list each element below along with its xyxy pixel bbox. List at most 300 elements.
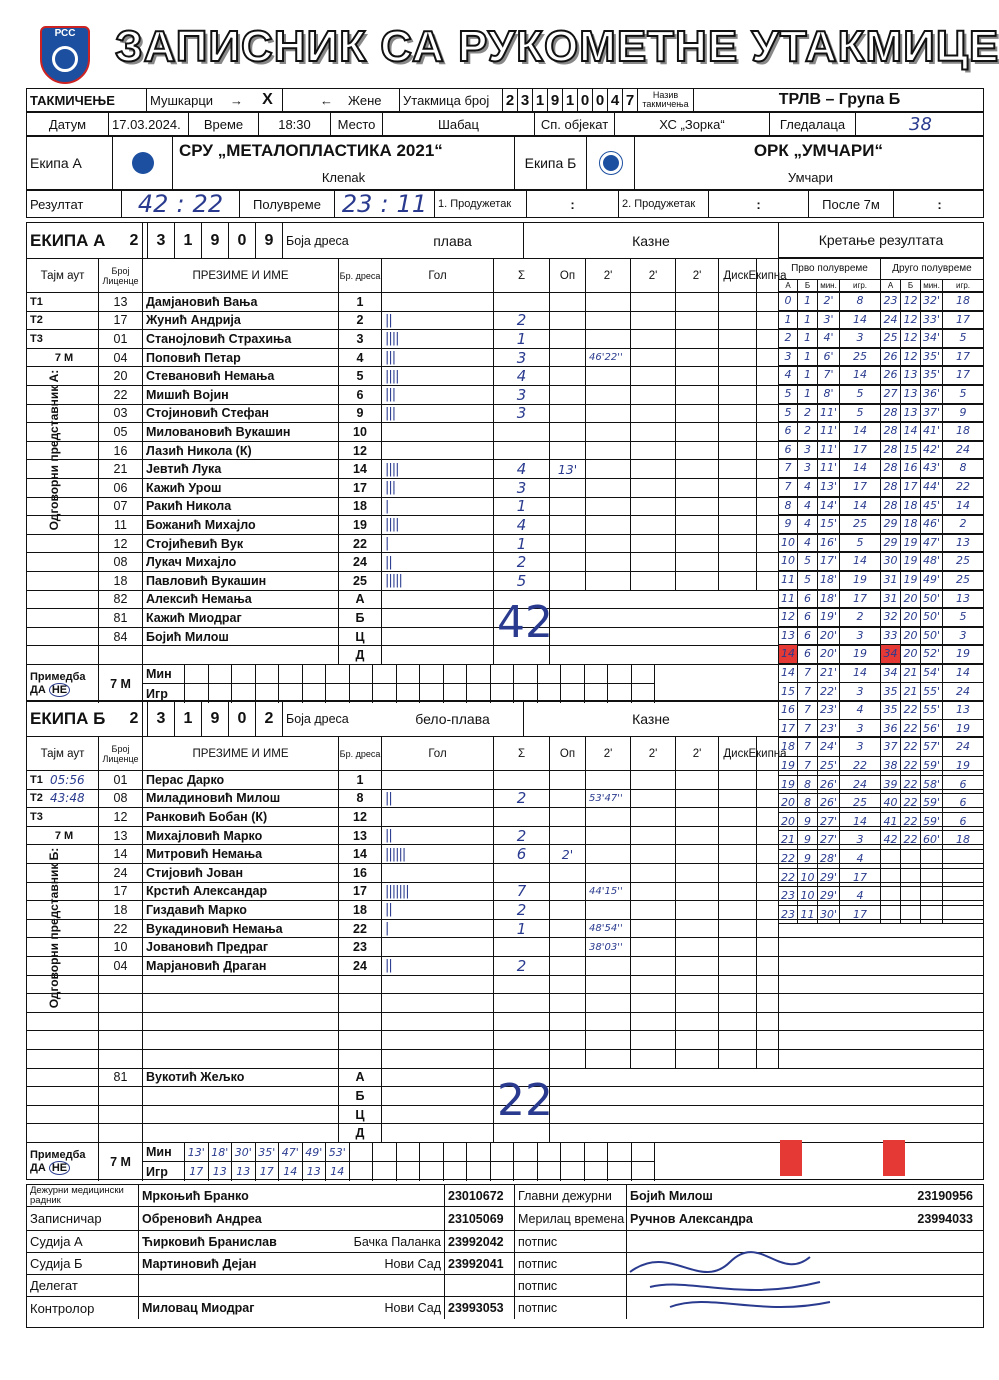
- goal-sum: [494, 771, 550, 789]
- progress-cell: 41: [881, 813, 901, 832]
- min-cell: [279, 665, 303, 684]
- staff-license2: [827, 1253, 983, 1274]
- player-name: Жунић Андрија: [143, 312, 339, 330]
- progress-cell: 29: [881, 515, 901, 534]
- staff-role: Дежурни медицински радник: [27, 1185, 139, 1206]
- penalty-cell: [719, 994, 757, 1012]
- progress-cell: 20': [818, 627, 840, 646]
- progress-cell: 27: [881, 385, 901, 404]
- penalty-cell: [631, 367, 676, 385]
- official-goal-blank: [382, 1106, 494, 1124]
- team-b-crest: [587, 137, 635, 189]
- time-label: Време: [189, 113, 259, 135]
- player-name: Стојиновић Стефан: [143, 405, 339, 423]
- warning: [550, 367, 586, 385]
- min-cell: [538, 665, 562, 684]
- progress-cell: 47': [921, 534, 943, 553]
- progress-cell: 22: [778, 869, 798, 888]
- goal-sum: [494, 1050, 550, 1068]
- team-code-digit: 1: [175, 701, 202, 736]
- column-shirt: Бр. дреса: [339, 737, 382, 770]
- progress-cell: 1: [798, 329, 818, 348]
- penalty-cell: [676, 367, 719, 385]
- column-disq: Диск.: [719, 737, 757, 770]
- seven-m-red-marker: [780, 1140, 802, 1176]
- team-label: ЕКИПА Б: [27, 701, 143, 736]
- shirt-no: 13: [339, 827, 382, 845]
- progress-head: Б: [901, 280, 921, 292]
- player-name: Стојићевић Вук: [143, 535, 339, 553]
- official-blank: [27, 646, 99, 664]
- progress-cell: 24: [881, 311, 901, 330]
- progress-cell: 7: [798, 757, 818, 776]
- player-name: Јевтић Лука: [143, 460, 339, 478]
- min-cell: 35': [256, 1143, 280, 1162]
- progress-cell: 54': [921, 664, 943, 683]
- penalty-cell: [719, 883, 757, 901]
- min-cell: [420, 1143, 444, 1162]
- team-code-digit: 3: [148, 223, 175, 258]
- shirt-no: 19: [339, 516, 382, 534]
- timeout-cell: T2: [27, 312, 99, 330]
- license-no: 13: [99, 827, 143, 845]
- license-no: 04: [99, 349, 143, 367]
- progress-head: мин.: [921, 280, 943, 292]
- progress-cell: 5: [943, 608, 984, 627]
- goal-marks: ||||: [382, 460, 494, 478]
- player-name: [143, 1050, 339, 1068]
- penalty-cell: [719, 442, 757, 460]
- penalty-cell: [757, 553, 779, 571]
- progress-cell: 52': [921, 645, 943, 664]
- match-number: [503, 89, 638, 111]
- penalty-cell: [676, 845, 719, 863]
- player-name: Крстић Александар: [143, 883, 339, 901]
- min-cell: [326, 665, 350, 684]
- progress-cell: 11: [798, 906, 818, 925]
- two-minutes: [586, 479, 631, 497]
- timeout-cell: [27, 845, 99, 863]
- progress-cell: 45': [921, 497, 943, 516]
- license-no: 04: [99, 957, 143, 975]
- progress-cell: 11: [778, 590, 798, 609]
- progress-cell: 26': [818, 794, 840, 813]
- progress-cell: [943, 869, 984, 888]
- official-license: 82: [99, 591, 143, 609]
- progress-cell: 11': [818, 422, 840, 441]
- shirt-no: [339, 976, 382, 994]
- progress-cell: 13: [901, 385, 921, 404]
- timeout-value: 43:48: [50, 791, 85, 806]
- staff-name: Мартиновић Дејан: [142, 1256, 257, 1271]
- goal-marks: ||||: [382, 516, 494, 534]
- license-no: [99, 1050, 143, 1068]
- progress-cell: 6: [798, 608, 818, 627]
- progress-cell: 23': [818, 720, 840, 739]
- progress-cell: 7: [798, 720, 818, 739]
- player-name: Лукач Михајло: [143, 553, 339, 571]
- penalty-cell: [631, 479, 676, 497]
- two-minutes: [586, 330, 631, 348]
- progress-cell: 28': [818, 850, 840, 869]
- min-cell: [350, 665, 374, 684]
- goal-sum: 1: [494, 498, 550, 516]
- license-no: 14: [99, 845, 143, 863]
- penalty-cell: [631, 938, 676, 956]
- progress-cell: [921, 887, 943, 906]
- warning: [550, 423, 586, 441]
- player-name: Ракић Никола: [143, 498, 339, 516]
- penalty-cell: [719, 479, 757, 497]
- license-no: 17: [99, 883, 143, 901]
- timeout-cell: [27, 460, 99, 478]
- goal-sum: [494, 1031, 550, 1049]
- progress-cell: 14: [840, 813, 881, 832]
- progress-cell: 11': [818, 441, 840, 460]
- warning: [550, 535, 586, 553]
- penalty-cell: [757, 994, 779, 1012]
- warning: [550, 516, 586, 534]
- progress-cell: [943, 850, 984, 869]
- match-no-label: Утакмица број: [400, 89, 503, 111]
- goal-sum: 2: [494, 901, 550, 919]
- timeout-cell: [27, 367, 99, 385]
- progress-cell: 12: [901, 311, 921, 330]
- progress-cell: 8: [943, 459, 984, 478]
- player-name: Божанић Михајло: [143, 516, 339, 534]
- warning: [550, 901, 586, 919]
- staff-name: Миловац Миодраг: [142, 1301, 255, 1315]
- penalty-cell: [631, 460, 676, 478]
- progress-cell: 19: [901, 552, 921, 571]
- min-cell: [561, 1143, 585, 1162]
- timeout-cell: [27, 1050, 99, 1068]
- progress-cell: 2: [778, 329, 798, 348]
- competition-label: ТАКМИЧЕЊЕ: [27, 89, 147, 111]
- penalty-cell: [631, 883, 676, 901]
- penalty-cell: [631, 976, 676, 994]
- progress-cell: 22: [901, 831, 921, 850]
- penalty-cell: [719, 405, 757, 423]
- min-cell: [420, 665, 444, 684]
- official-sum-blank: [494, 1124, 550, 1142]
- two-minutes: [586, 1013, 631, 1031]
- progress-cell: 20: [901, 608, 921, 627]
- penalty-cell: [676, 516, 719, 534]
- min-cell: [444, 1143, 468, 1162]
- progress-head: А: [778, 280, 798, 292]
- column-min2b: 2': [631, 737, 676, 770]
- igr-cell: 14: [326, 1162, 350, 1181]
- player-name: Ранковић Бобан (К): [143, 808, 339, 826]
- progress-cell: 4: [798, 515, 818, 534]
- shirt-no: 18: [339, 498, 382, 516]
- result-value: [122, 191, 240, 217]
- penalty-cell: [757, 349, 779, 367]
- progress-cell: 28: [881, 404, 901, 423]
- staff-name: [139, 1275, 349, 1296]
- progress-cell: 11: [778, 571, 798, 590]
- result-sep: :: [176, 190, 185, 218]
- license-no: 01: [99, 330, 143, 348]
- column-min2b: 2': [631, 259, 676, 292]
- ot1-label: 1. Продужетак: [435, 191, 527, 217]
- half-sep: :: [380, 190, 389, 218]
- progress-cell: 4: [840, 887, 881, 906]
- progress-cell: 17': [818, 552, 840, 571]
- penalty-cell: [719, 572, 757, 590]
- progress-cell: [901, 869, 921, 888]
- goal-sum: 6: [494, 845, 550, 863]
- progress-cell: 4: [798, 478, 818, 497]
- penalty-cell: [719, 293, 757, 311]
- igr-cell: [632, 1162, 656, 1181]
- progress-cell: 22: [901, 738, 921, 757]
- progress-cell: 14: [840, 552, 881, 571]
- two-minutes: [586, 771, 631, 789]
- progress-cell: 14: [840, 497, 881, 516]
- official-blank: [27, 591, 99, 609]
- timeout-cell: T1: [27, 293, 99, 311]
- result-b: 22: [192, 190, 224, 218]
- staff-license2: 23994033: [917, 1211, 973, 1226]
- progress-cell: 7: [778, 478, 798, 497]
- timeout-cell: [27, 976, 99, 994]
- penalty-cell: [757, 423, 779, 441]
- progress-cell: 17: [943, 311, 984, 330]
- igr-cell: [467, 1162, 491, 1181]
- penalty-cell: [631, 827, 676, 845]
- progress-cell: 50': [921, 627, 943, 646]
- min-cell: [538, 1143, 562, 1162]
- goal-marks: |||: [382, 479, 494, 497]
- license-no: 22: [99, 920, 143, 938]
- official-name: [143, 1087, 339, 1105]
- staff-row: [27, 1185, 983, 1207]
- page-title: ЗАПИСНИК СА РУКОМЕТНЕ УТАКМИЦЕ: [115, 22, 999, 71]
- staff-role: Судија А: [27, 1231, 139, 1252]
- staff-role: Судија Б: [27, 1253, 139, 1274]
- staff-city: [349, 1207, 445, 1230]
- time-value: 18:30: [259, 113, 331, 135]
- progress-cell: 3: [840, 720, 881, 739]
- progress-cell: 20': [818, 645, 840, 664]
- progress-cell: 30: [881, 552, 901, 571]
- license-no: 13: [99, 293, 143, 311]
- progress-cell: 5: [840, 534, 881, 553]
- progress-cell: [943, 887, 984, 906]
- two-minutes: [586, 312, 631, 330]
- official-name: [143, 1106, 339, 1124]
- comp-name-label: Назив такмичења: [638, 89, 694, 111]
- progress-cell: 19: [840, 645, 881, 664]
- progress-cell: 16': [818, 534, 840, 553]
- progress-cell: 4: [778, 366, 798, 385]
- progress-head: А: [881, 280, 901, 292]
- license-no: 10: [99, 938, 143, 956]
- progress-cell: 23: [778, 887, 798, 906]
- penalty-cell: [719, 535, 757, 553]
- penalty-cell: [757, 883, 779, 901]
- penalty-cell: [757, 293, 779, 311]
- team-code-digit: 1: [175, 223, 202, 258]
- progress-cell: 24: [943, 441, 984, 460]
- penalty-cell: [631, 920, 676, 938]
- two-minutes: [586, 367, 631, 385]
- staff-city: Нови Сад: [349, 1297, 445, 1319]
- player-name: Лазић Никола (К): [143, 442, 339, 460]
- half-label: Полувреме: [240, 191, 335, 217]
- progress-cell: 25: [840, 515, 881, 534]
- match-no-digit: 3: [518, 89, 533, 111]
- progress-cell: 21: [778, 831, 798, 850]
- progress-cell: 9: [798, 831, 818, 850]
- igr-cell: [538, 1162, 562, 1181]
- staff-name2: Бојић Милош: [630, 1188, 713, 1203]
- progress-cell: 25: [881, 329, 901, 348]
- penalty-cell: [676, 957, 719, 975]
- result-label: Резултат: [27, 191, 122, 217]
- ot1-value: :: [527, 191, 619, 217]
- progress-cell: 7: [798, 664, 818, 683]
- progress-cell: 8: [798, 776, 818, 795]
- penalty-cell: [676, 330, 719, 348]
- progress-cell: 7: [778, 459, 798, 478]
- progress-cell: 58': [921, 776, 943, 795]
- min-cell: [561, 665, 585, 684]
- igr-cell: 13: [232, 1162, 256, 1181]
- official-blank: [27, 1069, 99, 1087]
- penalty-cell: [676, 808, 719, 826]
- penalty-cell: [676, 976, 719, 994]
- min-cell: [608, 1143, 632, 1162]
- penalty-cell: [719, 553, 757, 571]
- signature-scribble: [610, 1232, 840, 1322]
- igr-cell: 14: [279, 1162, 303, 1181]
- team-colour: бело-плава: [382, 701, 524, 736]
- progress-cell: 12: [901, 348, 921, 367]
- progress-cell: 22: [901, 720, 921, 739]
- progress-cell: 3: [840, 329, 881, 348]
- penalty-cell: [719, 367, 757, 385]
- progress-cell: 3: [778, 348, 798, 367]
- two-minutes: [586, 976, 631, 994]
- shirt-no: [339, 1031, 382, 1049]
- official-goal-blank: [382, 1124, 494, 1142]
- progress-cell: 7: [798, 701, 818, 720]
- official-license: 81: [99, 1069, 143, 1087]
- official-sum-blank: [494, 646, 550, 664]
- place-value: Шабац: [383, 113, 535, 135]
- progress-cell: 4: [840, 701, 881, 720]
- progress-cell: 28: [881, 441, 901, 460]
- timeout-cell: [27, 535, 99, 553]
- remark-label: Примедба: [30, 671, 86, 683]
- shirt-no: 22: [339, 920, 382, 938]
- igr-cell: 17: [185, 1162, 209, 1181]
- penalty-cell: [757, 572, 779, 590]
- penalty-cell: [719, 938, 757, 956]
- staff-license: 23992042: [445, 1231, 515, 1252]
- penalty-cell: [719, 864, 757, 882]
- progress-cell: 14: [840, 459, 881, 478]
- timeout-cell: [27, 957, 99, 975]
- min-cell: 13': [185, 1143, 209, 1162]
- penalty-cell: [757, 442, 779, 460]
- staff-role2: потпис: [515, 1297, 627, 1319]
- remark-no[interactable]: НЕ: [49, 1161, 70, 1175]
- progress-cell: 2: [943, 515, 984, 534]
- min-cell: [467, 1143, 491, 1162]
- colour-label: Боја дреса: [286, 233, 349, 248]
- penalty-cell: [719, 498, 757, 516]
- staff-license2: [827, 1231, 983, 1252]
- two-minutes: [586, 957, 631, 975]
- penalty-cell: [676, 920, 719, 938]
- column-timeout: Тајм аут: [27, 737, 99, 770]
- license-no: 11: [99, 516, 143, 534]
- progress-cell: 6: [798, 590, 818, 609]
- penalty-cell: [757, 864, 779, 882]
- progress-cell: 18: [943, 292, 984, 311]
- shirt-no: [339, 1050, 382, 1068]
- license-no: [99, 1013, 143, 1031]
- penalty-cell: [757, 790, 779, 808]
- warning: [550, 293, 586, 311]
- progress-cell: 6: [778, 422, 798, 441]
- men-label: Мушкарци: [150, 92, 214, 108]
- progress-cell: 22: [901, 757, 921, 776]
- penalty-cell: [676, 994, 719, 1012]
- progress-cell: 36': [921, 385, 943, 404]
- official-blank: [27, 628, 99, 646]
- team-code-digit: 0: [229, 223, 256, 258]
- penalty-cell: [631, 957, 676, 975]
- min-cell: [303, 665, 327, 684]
- column-warn: Оп: [550, 737, 586, 770]
- penalty-cell: [676, 479, 719, 497]
- penalty-cell: [757, 405, 779, 423]
- two-minutes: [586, 994, 631, 1012]
- team-a-label: Екипа А: [27, 137, 113, 189]
- min-cell: [514, 1143, 538, 1162]
- player-name: Мишић Војин: [143, 386, 339, 404]
- progress-cell: 18: [901, 497, 921, 516]
- official-letter: Ц: [339, 628, 382, 646]
- column-shirt: Бр. дреса: [339, 259, 382, 292]
- goal-marks: [382, 864, 494, 882]
- goal-sum: 5: [494, 572, 550, 590]
- progress-cell: 3: [840, 627, 881, 646]
- min-cell: [397, 1143, 421, 1162]
- penalty-cell: [631, 1050, 676, 1068]
- shirt-no: 24: [339, 553, 382, 571]
- remark-no[interactable]: НЕ: [49, 683, 70, 697]
- license-no: 16: [99, 442, 143, 460]
- timeout-cell: 7 М: [27, 349, 99, 367]
- progress-cell: 14: [943, 497, 984, 516]
- goal-marks: [382, 423, 494, 441]
- goal-marks: ||: [382, 553, 494, 571]
- progress-cell: 55': [921, 701, 943, 720]
- progress-cell: 24: [943, 683, 984, 702]
- min-label: Мин: [143, 665, 185, 684]
- match-no-digit: 2: [503, 89, 518, 111]
- spectators-label: Гледалаца: [770, 113, 856, 135]
- goal-marks: ||: [382, 957, 494, 975]
- team-total: 22: [497, 1074, 553, 1126]
- team-a-box: [173, 137, 515, 189]
